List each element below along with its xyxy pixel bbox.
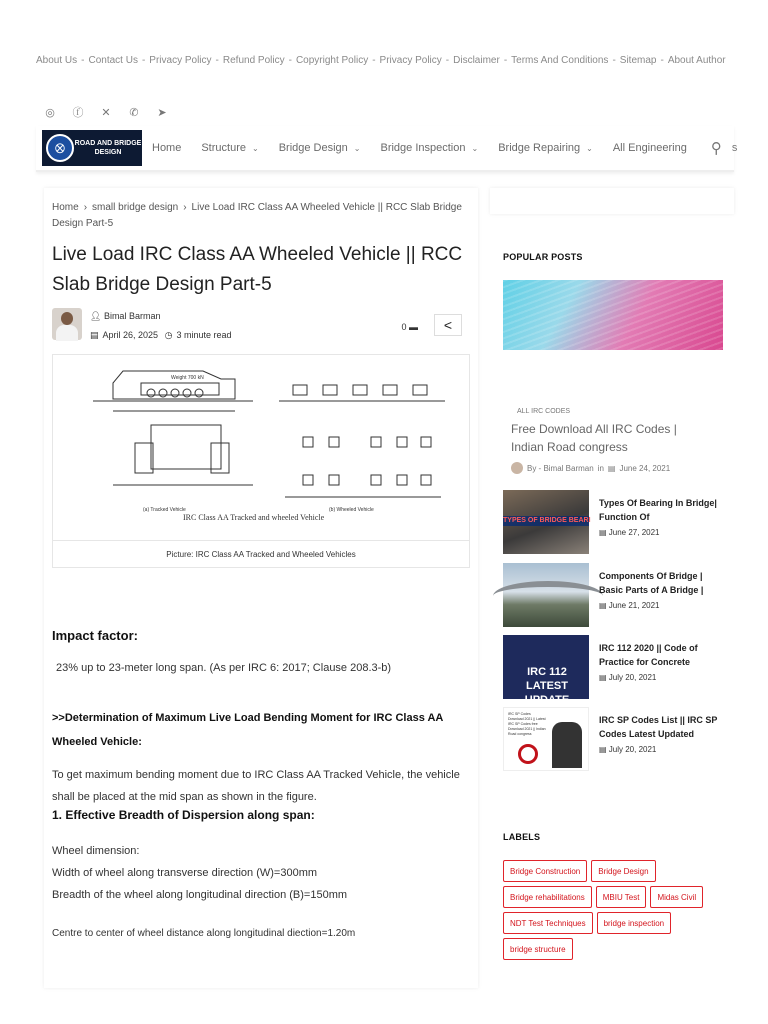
nav-item-label: Bridge Design xyxy=(278,142,348,154)
featured-post-date: June 24, 2021 xyxy=(619,463,671,473)
placement-text: To get maximum bending moment due to IRC Class AA Tracked Vehicle, the vehicle shall be placed at the mid span as shown in the figure. xyxy=(52,769,460,803)
breadcrumb xyxy=(52,200,472,232)
popular-posts-widget xyxy=(490,234,734,794)
article-card xyxy=(44,188,478,988)
featured-post-meta xyxy=(511,462,670,474)
site-logo[interactable] xyxy=(42,130,142,166)
top-link[interactable]: About Us xyxy=(36,55,78,66)
nav-item-label: Bridge Repairing xyxy=(498,142,581,154)
centre-distance-text: Centre to center of wheel distance along longitudinal diection=1.20m xyxy=(52,928,356,939)
label-tag[interactable]: Bridge Construction xyxy=(503,860,587,882)
clock-icon: ◷ xyxy=(164,330,173,340)
post-date-wrap xyxy=(599,745,656,754)
label-tag[interactable]: NDT Test Techniques xyxy=(503,912,593,934)
thumb-caption: IRC 112 LATEST UPDATE xyxy=(524,666,570,706)
nav-menu xyxy=(152,142,707,154)
breadcrumb-category[interactable]: small bridge design xyxy=(92,202,179,213)
figure-sub-a: (a) Tracked Vehicle xyxy=(143,507,186,513)
nav-item[interactable] xyxy=(279,142,361,154)
nav-item-label: Bridge Inspection xyxy=(380,142,466,154)
post-title[interactable]: IRC 112 2020 || Code of Practice for Concrete xyxy=(599,643,698,667)
post-date-wrap xyxy=(599,601,660,610)
nav-item-label: Structure xyxy=(201,142,246,154)
nav-trailing-text: s xyxy=(731,142,738,154)
top-link-separator: - xyxy=(503,55,508,66)
post-date: July 20, 2021 xyxy=(608,673,657,682)
top-link[interactable]: Refund Policy xyxy=(222,55,285,66)
labels-title: LABELS xyxy=(503,832,541,842)
top-link[interactable]: Sitemap xyxy=(619,55,657,66)
nav-item[interactable] xyxy=(613,142,687,154)
calendar-icon: ▤ xyxy=(599,745,609,754)
nav-item-label: All Engineering xyxy=(612,142,687,154)
calendar-icon: ▤ xyxy=(599,601,609,610)
breadcrumb-separator-icon: › xyxy=(83,202,88,213)
post-date-wrap xyxy=(599,673,656,682)
top-link-separator: - xyxy=(288,55,292,66)
calendar-icon: ▤ xyxy=(599,673,609,682)
top-link[interactable]: Privacy Policy xyxy=(379,55,442,66)
calendar-icon: ▤ xyxy=(599,528,609,537)
share-button[interactable] xyxy=(434,314,462,336)
comment-icon: ▬ xyxy=(409,322,418,332)
instagram-icon[interactable]: ◎ xyxy=(45,106,55,119)
determination-heading: >>Determination of Maximum Live Load Bending Moment for IRC Class AA Wheeled Vehicle: xyxy=(52,712,443,748)
chevron-down-icon: ⌄ xyxy=(471,143,479,153)
read-time: 3 minute read xyxy=(176,330,232,340)
whatsapp-icon[interactable]: ✆ xyxy=(129,106,139,119)
telegram-icon[interactable]: ➤ xyxy=(157,106,167,119)
top-link-separator: - xyxy=(445,55,450,66)
popular-post-item[interactable] xyxy=(503,563,723,627)
top-links-bar xyxy=(36,45,726,77)
logo-text: ROAD AND BRIDGE DESIGN xyxy=(74,140,142,156)
breadcrumb-home[interactable]: Home xyxy=(52,202,79,213)
user-icon: 👤︎ xyxy=(90,311,104,321)
label-tag[interactable]: bridge structure xyxy=(503,938,573,960)
impact-heading: Impact factor: xyxy=(52,628,138,643)
author-avatar-mini xyxy=(511,462,523,474)
wheel-line: Width of wheel along transverse direction (W)=300mm xyxy=(52,867,318,879)
post-date: April 26, 2025 xyxy=(102,330,159,340)
author-name: Bimal Barman xyxy=(103,311,161,321)
top-link-separator: - xyxy=(215,55,219,66)
top-link[interactable]: Disclaimer xyxy=(453,55,500,66)
figure-label: IRC Class AA Tracked and wheeled Vehicle xyxy=(183,513,325,522)
post-title[interactable]: IRC SP Codes List || IRC SP Codes Latest Updated xyxy=(599,715,718,739)
article-title: Live Load IRC Class AA Wheeled Vehicle || RCC Slab Bridge Design Part-5 xyxy=(52,244,463,295)
x-icon[interactable]: ✕ xyxy=(101,106,111,119)
impact-text: 23% up to 23-meter long span. (As per IRC 6: 2017; Clause 208.3-b) xyxy=(56,662,392,674)
top-link[interactable]: Terms And Conditions xyxy=(511,55,609,66)
top-link[interactable]: Privacy Policy xyxy=(149,55,212,66)
social-icons xyxy=(44,106,168,118)
label-tag[interactable]: bridge inspection xyxy=(597,912,671,934)
wheel-dimension-text xyxy=(52,840,472,906)
post-date: June 21, 2021 xyxy=(608,601,660,610)
chevron-down-icon: ⌄ xyxy=(586,143,593,153)
calendar-icon: ▤ xyxy=(90,330,99,340)
nav-item[interactable] xyxy=(201,142,258,154)
nav-item[interactable] xyxy=(152,142,181,154)
featured-post[interactable] xyxy=(503,280,723,480)
author-row xyxy=(52,308,472,344)
article-figure xyxy=(52,354,470,568)
breadcrumb-separator-icon: › xyxy=(183,202,187,213)
nav-item[interactable] xyxy=(380,142,478,154)
featured-post-author[interactable]: By - Bimal Barman xyxy=(527,463,594,473)
author-name-wrap[interactable] xyxy=(90,311,160,322)
effective-breadth-heading: 1. Effective Breadth of Dispersion along span: xyxy=(52,808,315,822)
labels-list xyxy=(503,860,729,960)
post-thumbnail[interactable] xyxy=(503,490,589,554)
post-thumbnail[interactable] xyxy=(503,563,589,627)
breadcrumb-current: Live Load IRC Class AA Wheeled Vehicle || RCC Slab Bridge Design Part-5 xyxy=(52,202,462,229)
featured-post-category[interactable]: ALL IRC CODES xyxy=(517,408,571,415)
label-tag[interactable]: Bridge Design xyxy=(591,860,655,882)
post-date: June 27, 2021 xyxy=(608,528,660,537)
top-link[interactable]: Copyright Policy xyxy=(295,55,369,66)
share-icon: < xyxy=(443,317,453,333)
popular-posts-title: POPULAR POSTS xyxy=(503,252,583,262)
featured-post-title[interactable]: Free Download All IRC Codes | Indian Road congress xyxy=(511,422,677,454)
post-thumbnail[interactable] xyxy=(503,635,589,706)
post-date-wrap xyxy=(599,528,660,537)
chevron-down-icon: ⌄ xyxy=(353,143,361,153)
nav-item-label: Home xyxy=(152,142,182,154)
svg-text:Weight 700 kN: Weight 700 kN xyxy=(171,375,204,381)
featured-post-image[interactable] xyxy=(503,280,723,350)
post-date: July 20, 2021 xyxy=(608,745,657,754)
label-tag[interactable]: Bridge rehabilitations xyxy=(503,886,592,908)
calendar-icon: ▤ xyxy=(607,463,616,473)
top-link-separator: - xyxy=(141,55,146,66)
wheel-line: Wheel dimension: xyxy=(52,845,140,857)
top-link-separator: - xyxy=(372,55,376,66)
figure-caption: Picture: IRC Class AA Tracked and Wheeled Vehicles xyxy=(52,540,470,568)
main-navbar xyxy=(36,126,738,172)
top-link-separator: - xyxy=(81,55,85,66)
label-tag[interactable]: Midas Civil xyxy=(650,886,703,908)
wheel-line: Breadth of the wheel along longitudinal direction (B)=150mm xyxy=(52,889,348,901)
labels-widget xyxy=(490,812,734,976)
comments-count[interactable] xyxy=(401,322,418,332)
comments-number: 0 xyxy=(401,322,407,332)
facebook-icon[interactable]: ⓕ xyxy=(72,107,84,119)
top-link-separator: - xyxy=(612,55,616,66)
logo-emblem-icon: ⛒ xyxy=(46,134,74,162)
nav-item[interactable] xyxy=(498,142,593,154)
top-link[interactable]: Contact Us xyxy=(88,55,138,66)
post-meta xyxy=(90,330,235,341)
figure-sub-b: (b) Wheeled Vehicle xyxy=(329,507,374,513)
popular-post-item[interactable] xyxy=(503,490,723,554)
featured-post-in: in xyxy=(597,463,604,473)
popular-post-item[interactable] xyxy=(503,635,723,706)
thumb-caption: TYPES OF BRIDGE BEARI xyxy=(503,517,591,524)
popular-post-item[interactable] xyxy=(503,707,723,771)
top-link-separator: - xyxy=(660,55,664,66)
post-title[interactable]: Types Of Bearing In Bridge| Function Of xyxy=(599,498,717,522)
search-icon[interactable]: ⚲ xyxy=(710,140,722,157)
sidebar-top-widget xyxy=(490,188,734,214)
post-title[interactable]: Components Of Bridge | Basic Parts of A Bridge | xyxy=(599,571,704,595)
chevron-down-icon: ⌄ xyxy=(251,143,259,153)
post-thumbnail[interactable] xyxy=(503,707,589,771)
label-tag[interactable]: MBIU Test xyxy=(596,886,647,908)
thumb-caption: IRC SP Codes Download 2021 || Latest IRC SP Codes free Download 2021 || Indian Road congress xyxy=(508,712,546,736)
author-avatar[interactable] xyxy=(52,308,82,340)
top-link[interactable]: About Author xyxy=(667,55,726,66)
